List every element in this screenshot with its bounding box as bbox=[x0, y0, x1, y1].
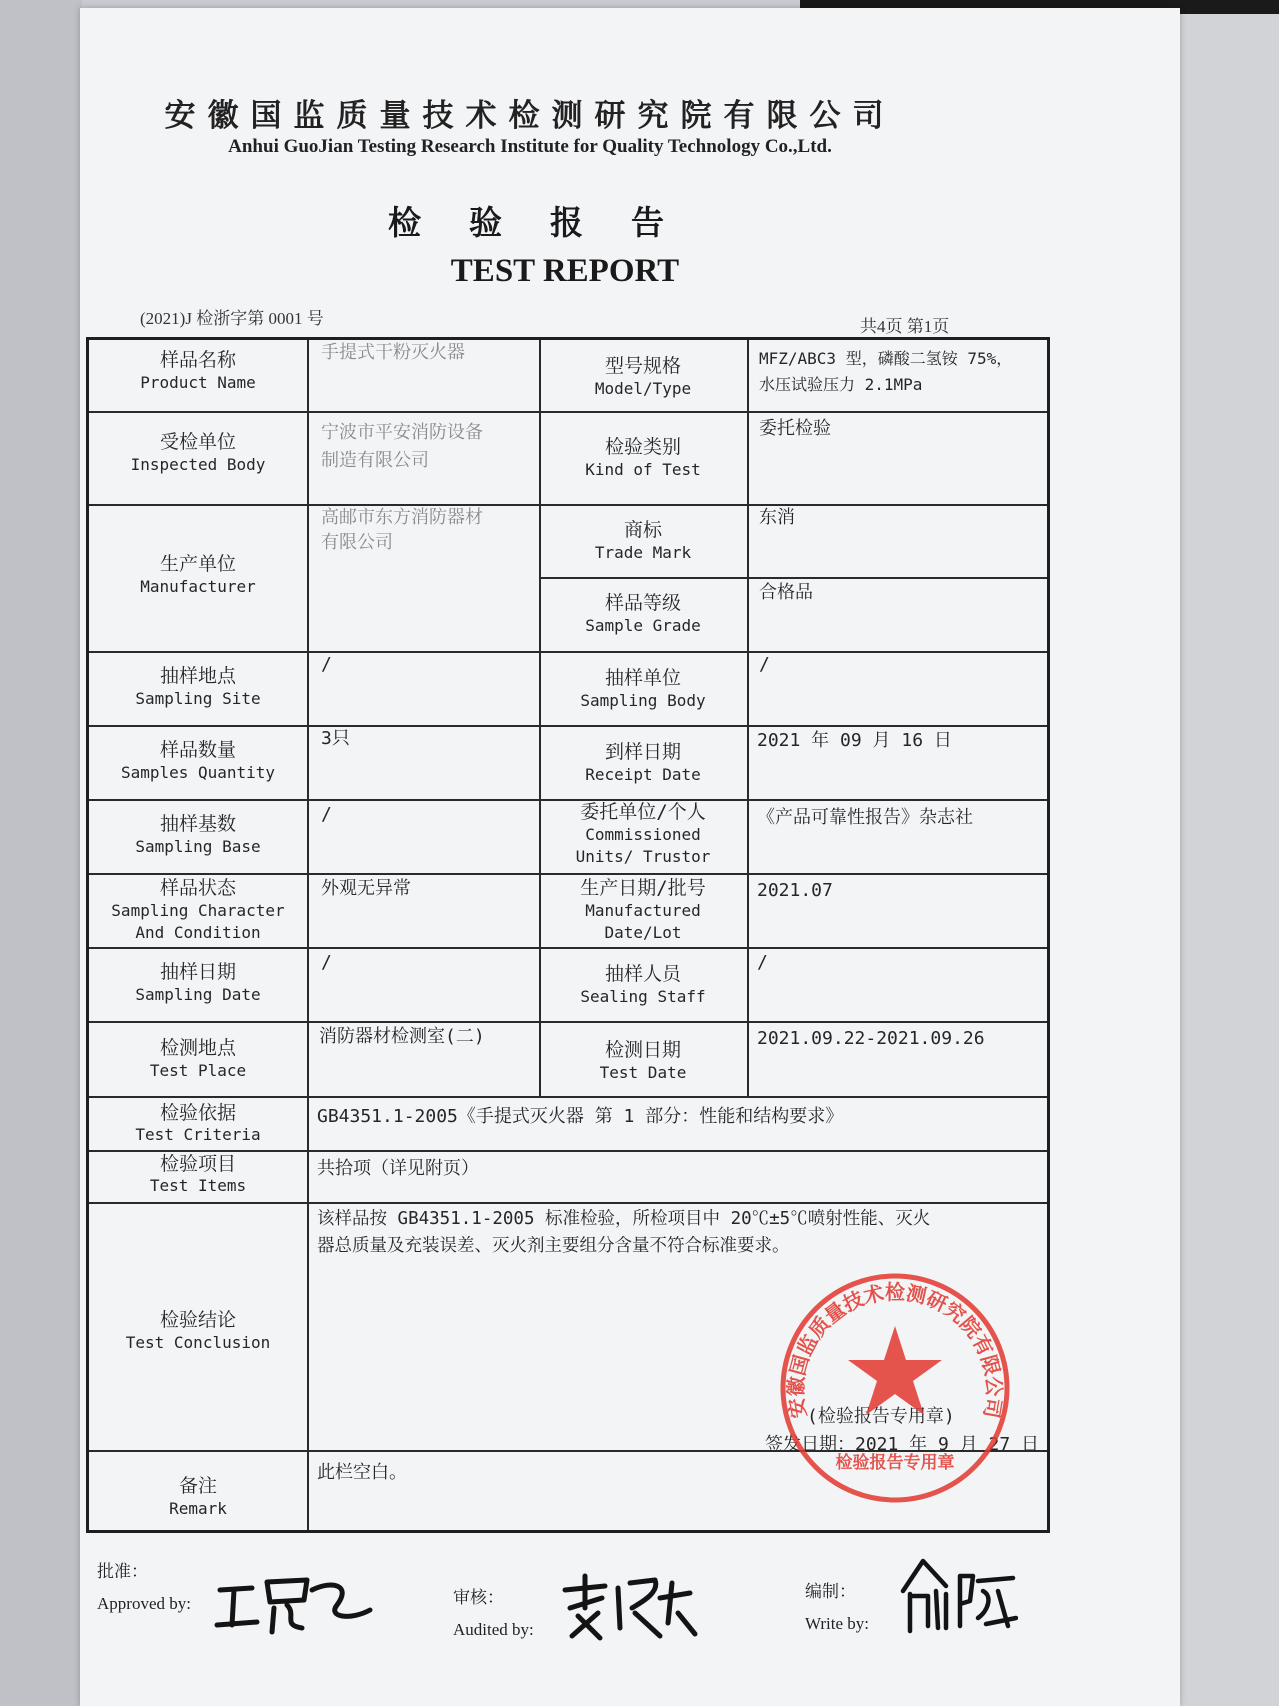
label-en: Sample Grade bbox=[585, 616, 701, 635]
row-divider bbox=[89, 947, 1047, 949]
label-en: Samples Quantity bbox=[120, 763, 276, 782]
value-receipt-date: 2021 年 09 月 16 日 bbox=[757, 730, 952, 751]
value-test-items: 共拾项（详见附页） bbox=[317, 1158, 479, 1179]
row-divider bbox=[89, 1096, 1047, 1098]
label-en: Receipt Date bbox=[585, 765, 701, 784]
column-divider bbox=[307, 340, 309, 1530]
row-divider bbox=[89, 411, 1047, 413]
label-en: Test Items bbox=[149, 1176, 247, 1195]
row-divider bbox=[89, 651, 1047, 653]
official-seal bbox=[775, 1268, 1015, 1508]
seal-star-icon bbox=[848, 1326, 942, 1415]
page-info: 共4页 第1页 bbox=[860, 317, 950, 336]
label-sampling-date bbox=[89, 960, 307, 1006]
label-model bbox=[539, 354, 747, 400]
label-cn: 商标 bbox=[623, 519, 662, 541]
row-divider bbox=[89, 725, 1047, 727]
label-receipt-date bbox=[539, 740, 747, 786]
label-en: Date/Lot bbox=[604, 923, 682, 942]
value-sample-grade: 合格品 bbox=[759, 582, 813, 603]
label-cn: 生产日期/批号 bbox=[580, 877, 706, 899]
value-test-date: 2021.09.22-2021.09.26 bbox=[757, 1028, 985, 1049]
audited-label bbox=[453, 1582, 534, 1646]
background-right bbox=[1178, 14, 1279, 1706]
value-inspected-body-line1: 宁波市平安消防设备 bbox=[321, 422, 483, 443]
write-label-cn: 编制： bbox=[805, 1582, 856, 1601]
approved-signature bbox=[212, 1570, 377, 1640]
value-product-name: 手提式干粉灭火器 bbox=[321, 342, 465, 363]
label-cn: 检测日期 bbox=[604, 1039, 681, 1061]
label-en: Trade Mark bbox=[594, 543, 692, 562]
label-product-name bbox=[89, 348, 307, 394]
audited-label-cn: 审核： bbox=[453, 1588, 504, 1607]
label-manufactured-date bbox=[539, 876, 747, 944]
label-en: Test Conclusion bbox=[125, 1333, 271, 1352]
label-test-criteria bbox=[89, 1102, 307, 1146]
label-cn: 样品数量 bbox=[159, 739, 236, 761]
label-en: Sampling Body bbox=[580, 691, 706, 710]
value-commissioned: 《产品可靠性报告》杂志社 bbox=[757, 807, 973, 828]
label-en: Inspected Body bbox=[130, 455, 266, 474]
label-cn: 型号规格 bbox=[604, 355, 681, 377]
approved-label-en: Approved by: bbox=[97, 1594, 191, 1613]
value-sampling-character: 外观无异常 bbox=[321, 878, 411, 899]
label-cn: 生产单位 bbox=[159, 553, 236, 575]
approved-label bbox=[97, 1556, 191, 1620]
label-en: Units/ Trustor bbox=[575, 847, 711, 866]
label-cn: 备注 bbox=[178, 1475, 217, 1497]
approved-label-cn: 批准： bbox=[97, 1562, 148, 1581]
value-remark: 此栏空白。 bbox=[317, 1462, 407, 1483]
label-cn: 检验类别 bbox=[604, 436, 681, 458]
label-manufacturer bbox=[89, 552, 307, 598]
value-test-criteria: GB4351.1-2005《手提式灭火器 第 1 部分：性能和结构要求》 bbox=[317, 1106, 844, 1127]
label-en: Manufactured bbox=[585, 901, 701, 920]
value-sampling-base: / bbox=[321, 804, 332, 825]
label-commissioned bbox=[539, 800, 747, 868]
label-cn: 检验项目 bbox=[159, 1153, 236, 1175]
label-test-conclusion bbox=[89, 1308, 307, 1354]
label-cn: 检验依据 bbox=[159, 1102, 236, 1124]
value-conclusion-line2: 器总质量及充装误差、灭火剂主要组分含量不符合标准要求。 bbox=[317, 1236, 790, 1256]
label-cn: 抽样日期 bbox=[159, 961, 236, 983]
report-title-en: TEST REPORT bbox=[450, 253, 680, 289]
label-en: And Condition bbox=[135, 923, 261, 942]
background-left bbox=[0, 0, 82, 1706]
label-samples-quantity bbox=[89, 738, 307, 784]
label-trade-mark bbox=[539, 518, 747, 564]
value-inspected-body-line2: 制造有限公司 bbox=[321, 450, 429, 471]
write-signature bbox=[898, 1556, 1018, 1636]
label-cn: 检验结论 bbox=[159, 1309, 236, 1331]
value-manufacturer-line1: 高邮市东方消防器材 bbox=[321, 507, 483, 528]
label-cn: 到样日期 bbox=[604, 741, 681, 763]
audited-signature bbox=[560, 1568, 700, 1643]
label-cn: 抽样地点 bbox=[159, 665, 236, 687]
seal-bottom-text: 检验报告专用章 bbox=[835, 1453, 955, 1473]
label-en: Sampling Character bbox=[111, 901, 285, 920]
row-divider bbox=[89, 504, 1047, 506]
label-kind-of-test bbox=[539, 435, 747, 481]
label-cn: 抽样人员 bbox=[604, 963, 681, 985]
label-en: Product Name bbox=[140, 373, 256, 392]
label-cn: 受检单位 bbox=[159, 431, 236, 453]
write-label bbox=[805, 1576, 869, 1640]
label-en: Kind of Test bbox=[585, 460, 701, 479]
label-sampling-base bbox=[89, 812, 307, 858]
seal-arc-text: 安徽国监质量技术检测研究院有限公司 bbox=[783, 1280, 1007, 1420]
stamp-note: (检验报告专用章) bbox=[807, 1406, 955, 1427]
label-test-items bbox=[89, 1153, 307, 1197]
label-remark bbox=[89, 1474, 307, 1520]
value-sampling-date: / bbox=[321, 952, 332, 973]
label-inspected-body bbox=[89, 430, 307, 476]
label-en: Sealing Staff bbox=[580, 987, 706, 1006]
label-cn: 抽样单位 bbox=[604, 667, 681, 689]
value-samples-quantity: 3只 bbox=[321, 728, 350, 749]
label-cn: 委托单位/个人 bbox=[580, 801, 706, 823]
value-model-line1: MFZ/ABC3 型，磷酸二氢铵 75%， bbox=[759, 349, 1013, 368]
value-test-place: 消防器材检测室(二) bbox=[319, 1026, 485, 1047]
label-en: Sampling Site bbox=[135, 689, 261, 708]
label-en: Model/Type bbox=[594, 379, 692, 398]
label-cn: 样品状态 bbox=[159, 877, 236, 899]
label-en: Commissioned bbox=[585, 825, 701, 844]
label-sampling-body bbox=[539, 666, 747, 712]
label-en: Test Date bbox=[599, 1063, 687, 1082]
write-label-en: Write by: bbox=[805, 1614, 869, 1633]
row-divider bbox=[539, 577, 1047, 579]
label-en: Test Criteria bbox=[135, 1125, 261, 1144]
report-title-cn: 检验报告 bbox=[388, 203, 712, 242]
row-divider bbox=[89, 1021, 1047, 1023]
label-sample-grade bbox=[539, 591, 747, 637]
label-sampling-character bbox=[89, 876, 307, 944]
label-en: Manufacturer bbox=[140, 577, 256, 596]
label-en: Test Place bbox=[149, 1061, 247, 1080]
company-name-en: Anhui GuoJian Testing Research Institute for Quality Technology Co.,Ltd. bbox=[228, 136, 832, 157]
column-divider bbox=[747, 340, 749, 1096]
row-divider bbox=[89, 1202, 1047, 1204]
row-divider bbox=[89, 873, 1047, 875]
value-manufactured-date: 2021.07 bbox=[757, 880, 833, 901]
value-sealing-staff: / bbox=[757, 952, 768, 973]
label-en: Remark bbox=[169, 1499, 227, 1518]
label-test-date bbox=[539, 1038, 747, 1084]
value-kind-of-test: 委托检验 bbox=[759, 418, 831, 439]
label-test-place bbox=[89, 1036, 307, 1082]
document-number: (2021)J 检浙字第 0001 号 bbox=[140, 309, 324, 328]
label-cn: 检测地点 bbox=[159, 1037, 236, 1059]
label-en: Sampling Base bbox=[135, 837, 261, 856]
label-en: Sampling Date bbox=[135, 985, 261, 1004]
value-conclusion-line1: 该样品按 GB4351.1-2005 标准检验，所检项目中 20℃±5℃喷射性能、灭火 bbox=[317, 1209, 931, 1229]
value-model-line2: 水压试验压力 2.1MPa bbox=[759, 375, 923, 394]
value-sampling-body: / bbox=[759, 654, 770, 675]
audited-label-en: Audited by: bbox=[453, 1620, 534, 1639]
row-divider bbox=[89, 1150, 1047, 1152]
value-manufacturer-line2: 有限公司 bbox=[321, 532, 393, 553]
label-cn: 抽样基数 bbox=[159, 813, 236, 835]
label-sampling-site bbox=[89, 664, 307, 710]
label-cn: 样品等级 bbox=[604, 592, 681, 614]
company-name-cn: 安徽国监质量技术检测研究院有限公司 bbox=[164, 98, 896, 134]
value-sampling-site: / bbox=[321, 654, 332, 675]
label-sealing-staff bbox=[539, 962, 747, 1008]
issue-date: 签发日期：2021 年 9 月 27 日 bbox=[765, 1434, 1040, 1455]
label-cn: 样品名称 bbox=[159, 349, 236, 371]
value-trade-mark: 东消 bbox=[759, 507, 795, 528]
